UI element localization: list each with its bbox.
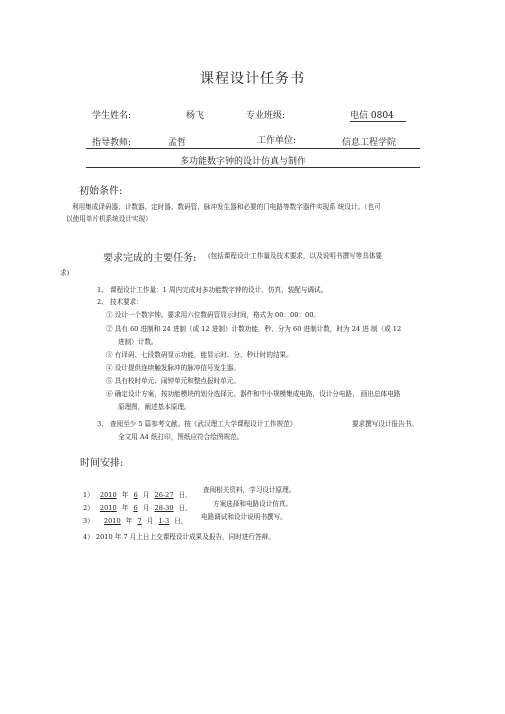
schedule-year: 2010 (103, 517, 121, 525)
req-item-3-c: 全文用 A4 纸打印，图纸应符合绘图规范。 (118, 433, 244, 441)
schedule-year: 2010 (99, 491, 117, 499)
schedule-desc-2: 方案选择和电路设计仿真。 (213, 500, 293, 508)
schedule-month-unit: 月 (142, 491, 150, 499)
advisor-name: 孟哲 (168, 138, 187, 148)
req-item-1: 1、 课程设计工作量：1 周内完成对多功能数字钟的设计、仿真、装配与调试。 (97, 286, 328, 294)
requirements-note: (包括课程设计工作量及技术要求，以及说明书撰写等具体要 (208, 252, 383, 260)
schedule-month-unit: 月 (142, 504, 150, 512)
schedule-row-num: 2） (83, 504, 94, 512)
schedule-days: 1-3 (158, 517, 170, 525)
class-label: 专业班级: (246, 111, 286, 121)
req-subitem-6: ⑥ 确定设计方案，按功能模块的划分选择元、器件和中小规模集成电路，设计分电路， 画出总体电路 (106, 390, 401, 398)
topic-rule (86, 167, 420, 168)
req-subitem-2: ② 具有 60 进制和 24 进制（或 12 进制）计数功能，秒、分为 60 进制计数，时为 24 进 制（或 12 (106, 325, 402, 333)
requirements-heading: 要求完成的主要任务: (103, 253, 197, 264)
schedule-row-num: 1） (83, 491, 94, 499)
topic-title: 多功能数字钟的设计仿真与制作 (180, 157, 307, 167)
schedule-row-4: 4） 2010 年 7 月上日上交课程设计成果及报告，同时进行答辩。 (83, 533, 275, 541)
schedule-days: 26-27 (154, 491, 174, 499)
schedule-desc-1: 查阅相关资料，学习设计原理。 (203, 486, 296, 494)
schedule-year: 2010 (99, 504, 117, 512)
schedule-days: 28-30 (154, 504, 174, 512)
student-name-label: 学生姓名: (92, 111, 132, 121)
schedule-heading: 时间安排: (80, 458, 124, 469)
requirements-note-cont: 求) (60, 269, 70, 277)
schedule-row-3 (83, 516, 183, 527)
schedule-day-unit: 日, (178, 491, 188, 499)
advisor-label: 指导教师: (92, 138, 132, 148)
req-subitem-5: ⑤ 具有校时单元、闹钟单元和整点报时单元。 (106, 377, 240, 385)
schedule-year-unit: 年 (121, 504, 129, 512)
initial-conditions-heading: 初始条件: (79, 186, 123, 197)
req-subitem-2-cont: 进制）计数。 (118, 338, 158, 346)
schedule-row-2 (83, 503, 187, 514)
req-subitem-6-cont: 原理图，阐述基本原理。 (118, 403, 191, 411)
initial-conditions-line-1: 利用集成译码器、计数器、定时器、数码管、脉冲发生器和必要的门电路等数字器件实现系 统设计。（也可 (72, 203, 381, 211)
schedule-row-num: 3） (83, 517, 94, 525)
schedule-month: 6 (133, 491, 138, 499)
initial-conditions-line-2: 以使用单片机系统设计实现） (66, 215, 152, 223)
req-item-2: 2、 技术要求： (97, 298, 143, 306)
schedule-year-unit: 年 (121, 491, 129, 499)
schedule-row-1 (83, 490, 187, 501)
header-rule (86, 148, 420, 149)
student-name: 杨飞 (186, 111, 205, 121)
req-item-3-b: 要求撰写设计报告书。 (352, 420, 418, 428)
schedule-day-unit: 日, (178, 504, 188, 512)
unit-value: 信息工程学院 (342, 138, 397, 148)
unit-label: 工作单位: (257, 136, 297, 146)
req-item-3-a: 3、 查阅至少 5 篇参考文献。按《武汉理工大学课程设计工作规范》 (97, 420, 297, 428)
schedule-day-unit: 日, (174, 517, 183, 525)
schedule-year-unit: 年 (125, 517, 133, 525)
document-title: 课程设计任务书 (200, 71, 305, 87)
req-subitem-1: ① 设计一个数字钟。要求用六位数码管显示时间，格式为 00：00：00。 (106, 311, 320, 319)
schedule-month: 6 (133, 504, 138, 512)
schedule-desc-3: 电路调试和设计说明书撰写。 (201, 513, 287, 521)
schedule-month: 7 (137, 517, 142, 525)
class-value: 电信 0804 (350, 108, 406, 122)
req-subitem-3: ③ 有译码、七段数码显示功能，能显示时、分、秒计时的结果。 (106, 351, 293, 359)
schedule-month-unit: 月 (146, 517, 154, 525)
req-subitem-4: ④ 设计提供连续触发脉冲的脉冲信号发生器。 (106, 364, 240, 372)
